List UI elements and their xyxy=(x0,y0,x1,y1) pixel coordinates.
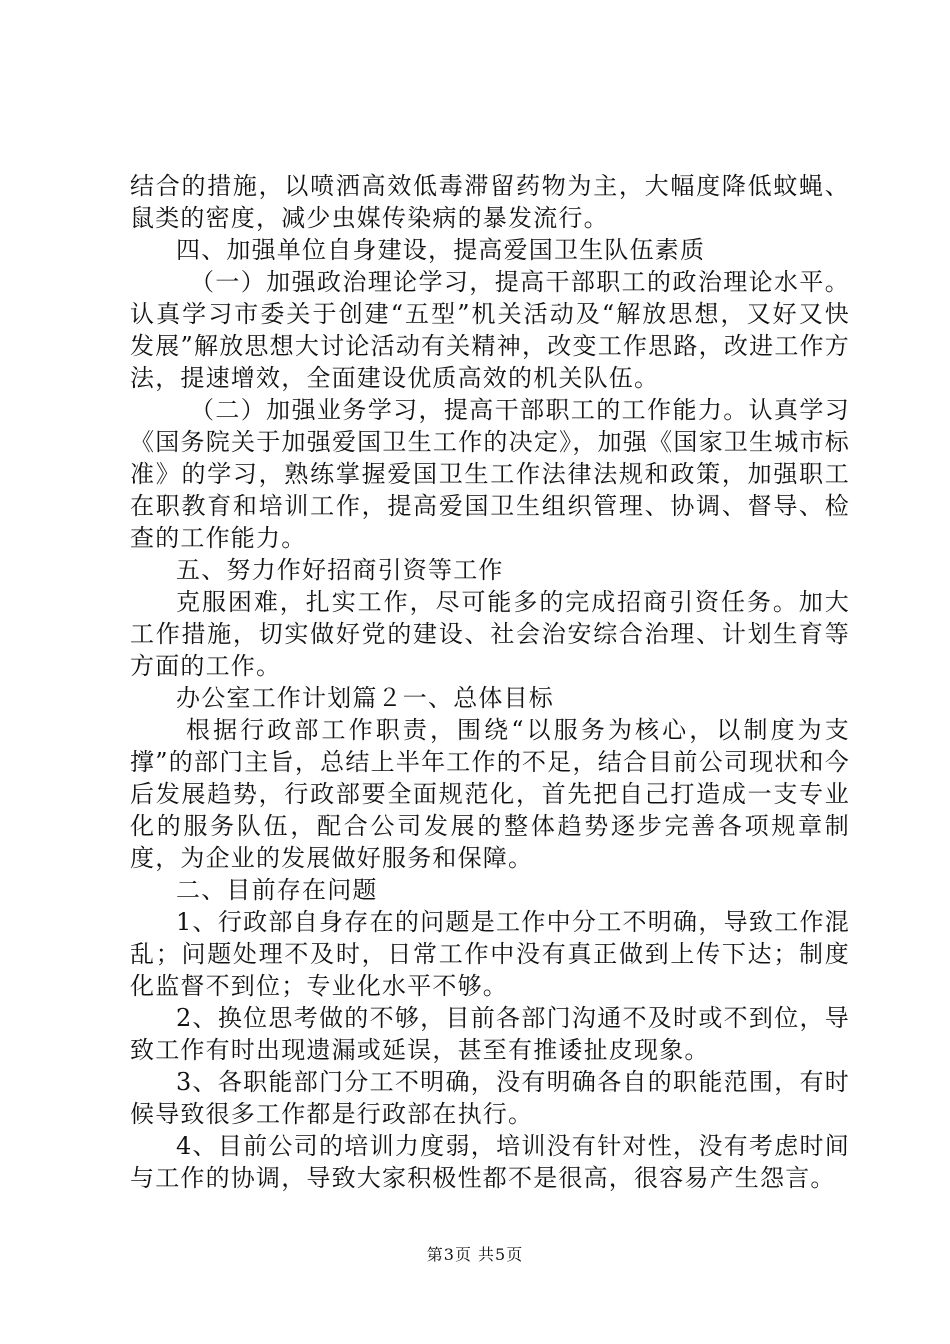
list-item-problem-1: 1、行政部自身存在的问题是工作中分工不明确，导致工作混乱；问题处理不及时，日常工作中没有真正做到上传下达；制度化监督不到位；专业化水平不够。 xyxy=(130,908,850,1000)
paragraph-overall-goal: 根据行政部工作职责，围绕“以服务为核心，以制度为支撑”的部门主旨，总结上半年工作的不足，结合目前公司现状和今后发展趋势，行政部要全面规范化，首先把自己打造成一支专业化的服务队伍，配合公司发展的整体趋势逐步完善各项规章制度，为企业的发展做好服务和保障。 xyxy=(130,716,850,872)
paragraph-1: 结合的措施，以喷洒高效低毒滞留药物为主，大幅度降低蚊蝇、鼠类的密度，减少虫媒传染病的暴发流行。 xyxy=(130,172,850,232)
section-heading-5: 五、努力作好招商引资等工作 xyxy=(176,556,504,584)
list-item-problem-4: 4、目前公司的培训力度弱，培训没有针对性，没有考虑时间与工作的协调，导致大家积极性都不是很高，很容易产生怨言。 xyxy=(130,1132,850,1192)
paragraph-investment: 克服困难，扎实工作，尽可能多的完成招商引资任务。加大工作措施，切实做好党的建设、社会治安综合治理、计划生育等方面的工作。 xyxy=(130,588,850,680)
list-item-problem-3: 3、各职能部门分工不明确，没有明确各自的职能范围，有时候导致很多工作都是行政部在执行。 xyxy=(130,1068,850,1128)
page-number-footer: 第3页 共5页 xyxy=(426,1245,524,1264)
section-heading-plan-2: 办公室工作计划篇２一、总体目标 xyxy=(176,684,554,712)
section-heading-problems: 二、目前存在问题 xyxy=(176,876,378,904)
list-item-problem-2: 2、换位思考做的不够，目前各部门沟通不及时或不到位，导致工作有时出现遗漏或延误，甚至有推诿扯皮现象。 xyxy=(130,1004,850,1064)
paragraph-business-study: （二）加强业务学习，提高干部职工的工作能力。认真学习《国务院关于加强爱国卫生工作的决定》，加强《国家卫生城市标准》的学习，熟练掌握爱国卫生工作法律法规和政策，加强职工在职教育和培训工作，提高爱国卫生组织管理、协调、督导、检查的工作能力。 xyxy=(130,396,850,552)
section-heading-4: 四、加强单位自身建设，提高爱国卫生队伍素质 xyxy=(176,236,706,264)
paragraph-political-study: （一）加强政治理论学习，提高干部职工的政治理论水平。认真学习市委关于创建“五型”机关活动及“解放思想，又好又快发展”解放思想大讨论活动有关精神，改变工作思路，改进工作方法，提速增效，全面建设优质高效的机关队伍。 xyxy=(130,268,850,392)
document-body xyxy=(130,170,850,1194)
